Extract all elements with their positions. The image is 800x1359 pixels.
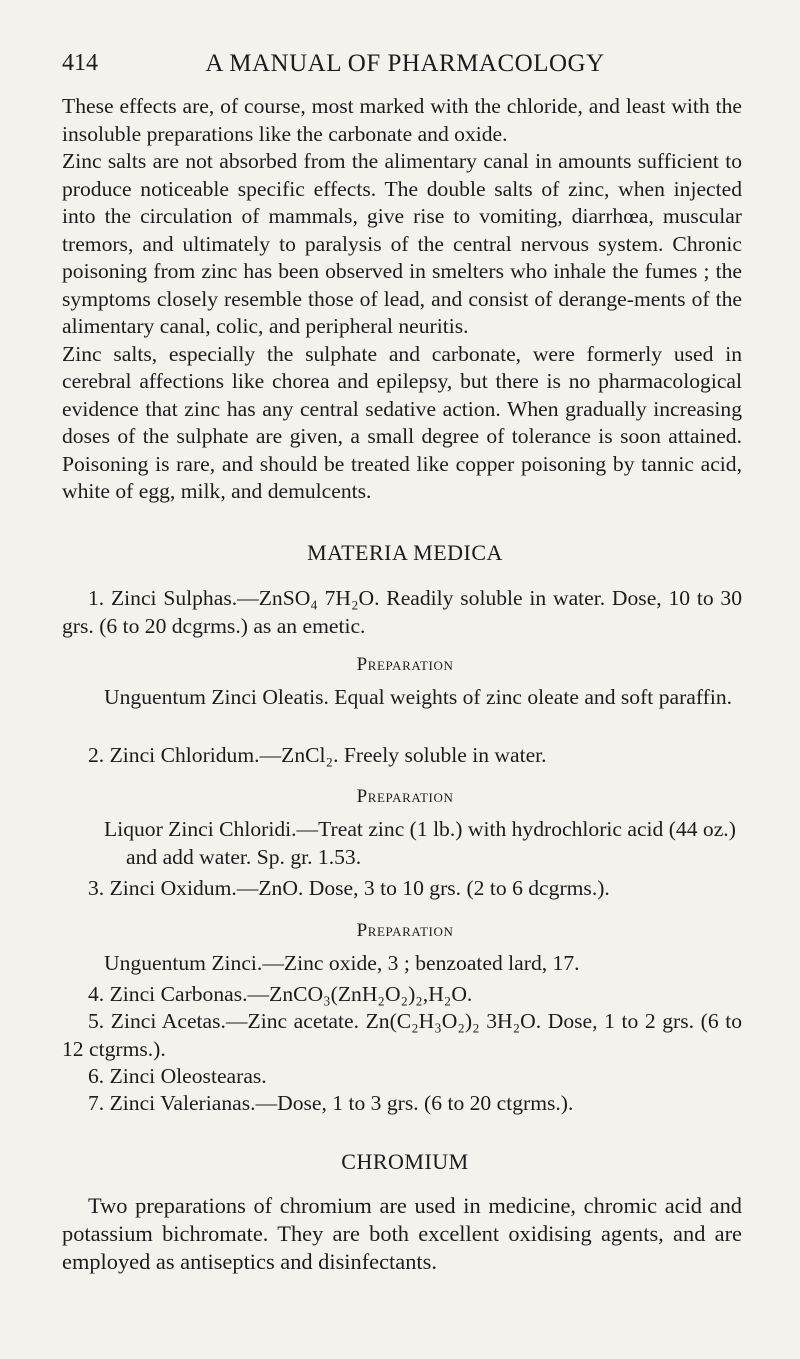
item-number: 3. xyxy=(88,876,105,900)
item-name: Zinci Chloridum. xyxy=(109,743,260,767)
body-text xyxy=(62,93,742,506)
item-text: —ZnCO₃(ZnH₂O₂)₂,H₂O. xyxy=(247,982,473,1006)
item-text: Freely soluble in water. xyxy=(338,743,547,767)
item-text: —Zinc acetate. Zn(C₂H₃O₂)₂ 3H₂O. Dose, 1 to 2 grs. (6 to 12 ctgrms.). xyxy=(62,1009,742,1061)
preparation-item xyxy=(104,950,744,978)
list-item xyxy=(62,742,742,770)
item-name: Zinci Oleostearas. xyxy=(109,1064,267,1088)
preparation-item xyxy=(104,684,766,712)
item-name: Zinci Valerianas. xyxy=(109,1091,256,1115)
list-item xyxy=(62,1063,742,1091)
item-number: 1. xyxy=(88,586,105,610)
list-item xyxy=(62,585,742,640)
preparation-heading: Preparation xyxy=(356,920,454,941)
list-item xyxy=(62,875,742,903)
paragraph: Zinc salts are not absorbed from the alimentary canal in amounts sufficient to produce noticeable specific effects. The double salts of zinc, when injected into the circulation of mammals, give rise to vomiting, diarrhœa, muscular tremors, and ultimately to paralysis of the central nervous system. Chronic poisoning from zinc has been observed in smelters who inhale the fumes ; the symptoms closely resemble those of lead, and consist of derange-ments of the alimentary canal, colic, and peripheral neuritis. xyxy=(62,149,742,338)
item-formula: —ZnCl₂. xyxy=(259,743,339,767)
running-title: A MANUAL OF PHARMACOLOGY xyxy=(205,50,605,77)
item-text: —ZnO. Dose, 3 to 10 grs. (2 to 6 dcgrms.). xyxy=(236,876,610,900)
item-name: Zinci Carbonas. xyxy=(109,982,248,1006)
paragraph: These effects are, of course, most marked with the chloride, and least with the insoluble preparations like the carbonate and oxide. xyxy=(62,94,742,146)
preparation-heading: Preparation xyxy=(356,786,454,807)
item-name: Zinci Oxidum. xyxy=(109,876,237,900)
preparation-text: Equal weights of zinc oleate and soft paraffin. xyxy=(328,685,733,709)
preparation-name: Liquor Zinci Chloridi. xyxy=(104,817,297,841)
item-number: 7. xyxy=(88,1091,105,1115)
item-name: Zinci Acetas. xyxy=(110,1009,226,1033)
section-heading-materia-medica: MATERIA MEDICA xyxy=(307,540,503,565)
list-item xyxy=(62,1090,742,1118)
item-text: Readily soluble in water. Dose, 10 to 30 grs. (6 to 20 dcgrms.) as an emetic. xyxy=(62,586,742,638)
preparation-item xyxy=(104,816,766,871)
page-header xyxy=(62,50,748,84)
preparation-heading: Preparation xyxy=(356,654,454,675)
paragraph: Two preparations of chromium are used in medicine, chromic acid and potassium bichromate. They are both excellent oxidising agents, and are employed as antiseptics and disinfectants. xyxy=(62,1193,742,1274)
item-number: 5. xyxy=(88,1009,105,1033)
list-item xyxy=(62,981,742,1009)
item-number: 2. xyxy=(88,743,105,767)
preparation-name: Unguentum Zinci. xyxy=(104,951,263,975)
item-number: 6. xyxy=(88,1064,105,1088)
page-number: 414 xyxy=(62,50,98,76)
item-number: 4. xyxy=(88,982,105,1006)
item-text: —Dose, 1 to 3 grs. (6 to 20 ctgrms.). xyxy=(255,1091,574,1115)
preparation-name: Unguentum Zinci Oleatis. xyxy=(104,685,329,709)
preparation-text: —Zinc oxide, 3 ; benzoated lard, 17. xyxy=(262,951,580,975)
section-heading-chromium: CHROMIUM xyxy=(341,1149,469,1174)
item-name: Zinci Sulphas. xyxy=(110,586,238,610)
paragraph: Zinc salts, especially the sulphate and carbonate, were formerly used in cerebral affections like chorea and epilepsy, but there is no pharmacological evidence that zinc has any central sedative action. When gradually increasing doses of the sulphate are given, a small degree of tolerance is soon attained. Poisoning is rare, and should be treated like copper poisoning by tannic acid, white of egg, milk, and demulcents. xyxy=(62,341,742,503)
item-formula: —ZnSO₄ 7H₂O. xyxy=(237,586,380,610)
preparation-text: —Treat zinc (1 lb.) with hydrochloric acid (44 oz.) and add water. Sp. gr. 1.53. xyxy=(126,817,736,869)
list-item xyxy=(62,1008,742,1063)
